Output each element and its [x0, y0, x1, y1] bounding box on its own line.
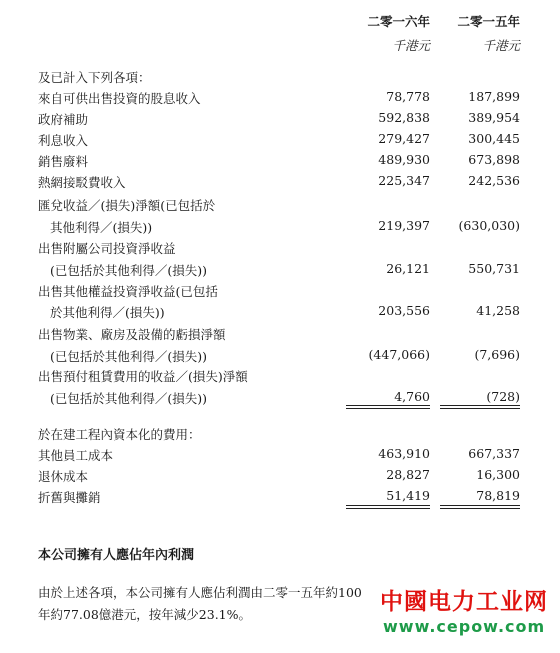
value-2016: 4,760	[394, 389, 430, 404]
watermark-logo-text: 中國电力工业网	[380, 589, 548, 615]
section-heading-capitalised: 於在建工程內資本化的費用：	[38, 427, 201, 442]
value-2015: 16,300	[476, 467, 520, 482]
value-2015: 550,731	[468, 261, 520, 276]
column-header-2015: 二零一五年	[457, 14, 520, 29]
value-2015: 187,899	[468, 89, 520, 104]
double-underline-2016	[346, 408, 430, 409]
row-label-continued: (已包括於其他利得／(損失))	[50, 263, 208, 278]
section-heading-credited: 及已計入下列各項：	[38, 70, 151, 85]
value-2016: 203,556	[378, 303, 430, 318]
row-label: 熱網接駁費收入	[38, 175, 126, 190]
double-underline-2015	[440, 508, 520, 509]
value-2015: 300,445	[468, 131, 520, 146]
value-2015: 41,258	[476, 303, 520, 318]
value-2016: 225,347	[378, 173, 430, 188]
value-2016: 279,427	[378, 131, 430, 146]
value-2015: (7,696)	[474, 347, 520, 362]
row-label-continued: 於其他利得／(損失))	[50, 305, 165, 320]
value-2016: 78,778	[386, 89, 430, 104]
unit-label-2015: 千港元	[482, 38, 520, 53]
value-2016: 26,121	[386, 261, 430, 276]
double-underline-2015	[440, 505, 520, 506]
unit-label-2016: 千港元	[392, 38, 430, 53]
value-2015: 389,954	[468, 110, 520, 125]
row-label: 政府補助	[38, 112, 89, 127]
row-label: 來自可供出售投資的股息收入	[38, 91, 201, 106]
row-label: 匯兌收益／(損失)淨額(已包括於	[38, 198, 216, 213]
value-2016: 219,397	[378, 218, 430, 233]
double-underline-2016	[346, 505, 430, 506]
row-label-continued: (已包括於其他利得／(損失))	[50, 349, 208, 364]
row-label: 出售物業、廠房及設備的虧損淨額	[38, 327, 226, 342]
row-label: 其他員工成本	[38, 448, 114, 463]
row-label: 退休成本	[38, 469, 89, 484]
row-label-continued: (已包括於其他利得／(損失))	[50, 391, 208, 406]
value-2016: (447,066)	[368, 347, 430, 362]
value-2015: (728)	[486, 389, 520, 404]
row-label: 出售其他權益投資淨收益(已包括	[38, 284, 218, 299]
double-underline-2015	[440, 405, 520, 406]
value-2015: 667,337	[468, 446, 520, 461]
value-2016: 489,930	[378, 152, 430, 167]
value-2016: 463,910	[378, 446, 430, 461]
profit-heading: 本公司擁有人應佔年內利潤	[38, 548, 195, 563]
value-2015: 242,536	[468, 173, 520, 188]
row-label: 折舊與攤銷	[38, 490, 101, 505]
double-underline-2015	[440, 408, 520, 409]
row-label: 利息收入	[38, 133, 89, 148]
value-2015: 78,819	[476, 488, 520, 503]
double-underline-2016	[346, 405, 430, 406]
value-2016: 592,838	[378, 110, 430, 125]
value-2016: 28,827	[386, 467, 430, 482]
value-2016: 51,419	[386, 488, 430, 503]
row-label: 出售附屬公司投資淨收益	[38, 241, 176, 256]
column-header-2016: 二零一六年	[367, 14, 430, 29]
value-2015: (630,030)	[458, 218, 520, 233]
row-label-continued: 其他利得／(損失))	[50, 220, 153, 235]
row-label: 銷售廢料	[38, 154, 89, 169]
watermark-url: www.cepow.com	[383, 617, 546, 636]
value-2015: 673,898	[468, 152, 520, 167]
double-underline-2016	[346, 508, 430, 509]
row-label: 出售預付租賃費用的收益／(損失)淨額	[38, 369, 248, 384]
profit-paragraph-line2: 年約77.08億港元，按年減少23.1%。	[38, 607, 251, 622]
profit-paragraph-line1: 由於上述各項，本公司擁有人應佔利潤由二零一五年約100	[38, 585, 362, 600]
